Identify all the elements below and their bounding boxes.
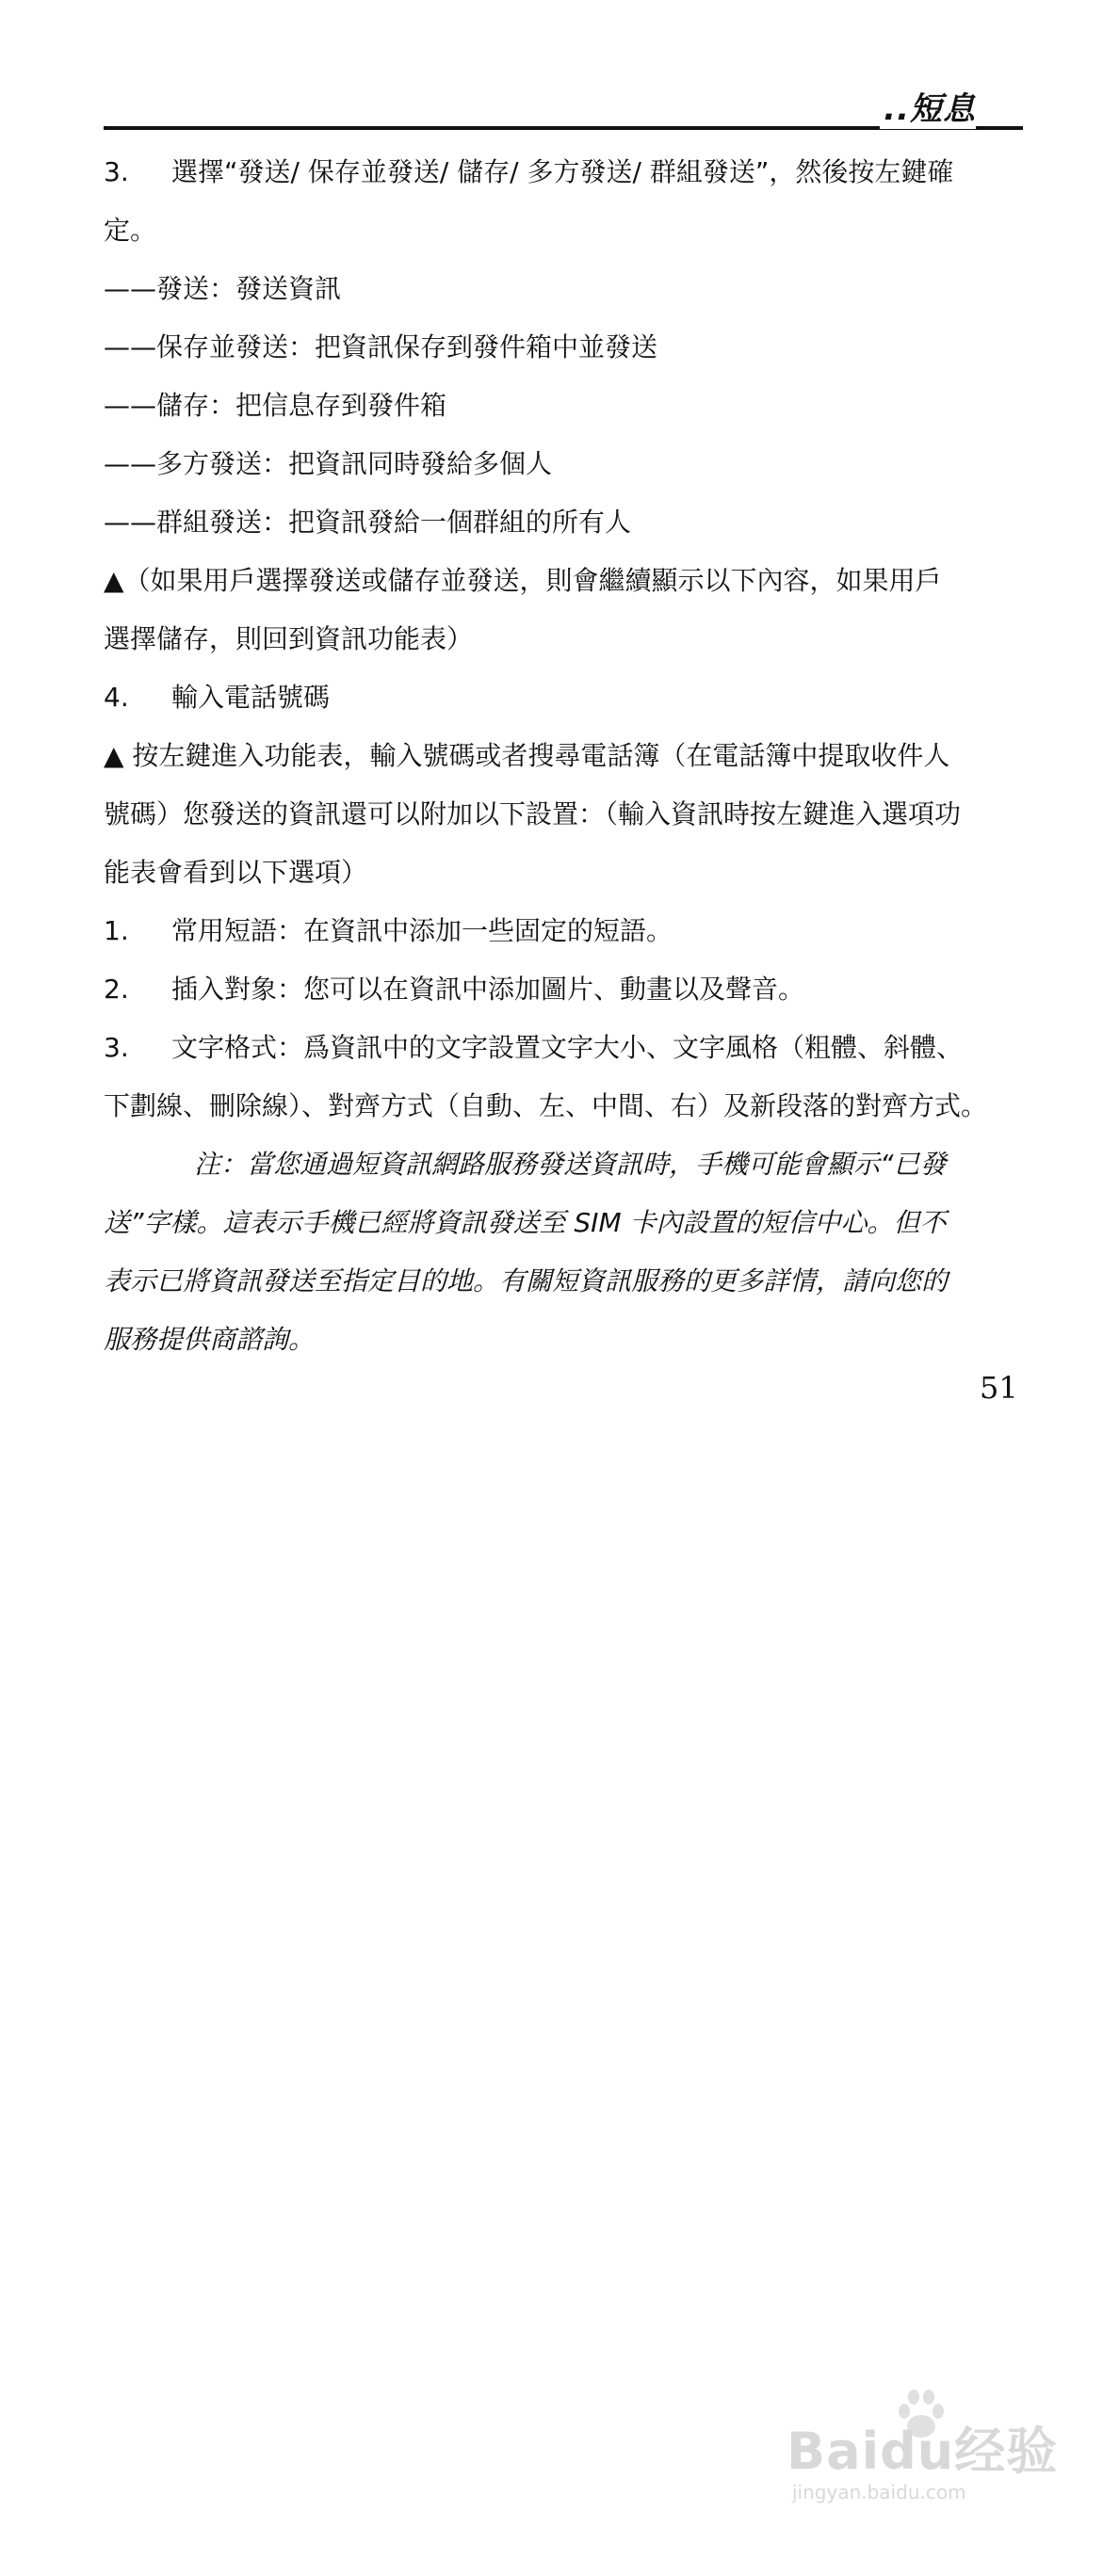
page-number: 51	[980, 1370, 1018, 1406]
line-text: 號碼）您發送的資訊還可以附加以下設置：（輸入資訊時按左鍵進入選項功	[104, 798, 962, 829]
watermark-url: jingyan.baidu.com	[792, 2481, 966, 2504]
line-text: ——多方發送：把資訊同時發給多個人	[104, 448, 553, 479]
watermark-logo: Baidu经验	[787, 2422, 1059, 2481]
line-text: 輸入電話號碼	[171, 682, 331, 713]
text-line	[104, 1019, 1014, 1077]
text-line	[104, 435, 1014, 493]
line-text: 常用短語：在資訊中添加一些固定的短語。	[171, 915, 673, 946]
baidu-watermark	[787, 2387, 1060, 2519]
note-line	[104, 1135, 1014, 1194]
note-text: 注：當您通過短資訊網路服務發送資訊時，手機可能會顯示“已發	[194, 1149, 947, 1180]
item-number: 3.	[104, 156, 129, 187]
line-text: 插入對象：您可以在資訊中添加圖片、動畫以及聲音。	[171, 974, 805, 1005]
page-content	[104, 143, 1014, 1369]
text-line	[104, 260, 1014, 318]
text-line	[104, 785, 1014, 844]
line-text: ▲ 按左鍵進入功能表，輸入號碼或者搜尋電話簿（在電話簿中提取收件人	[104, 740, 950, 771]
item-number: 4.	[104, 682, 129, 713]
line-text: ▲（如果用戶選擇發送或儲存並發送，則會繼續顯示以下內容，如果用戶	[104, 565, 942, 596]
line-text: ——群組發送：把資訊發給一個群組的所有人	[104, 507, 632, 538]
line-text: 下劃線、刪除線）、對齊方式（自動、左、中間、右）及新段落的對齊方式。	[104, 1090, 988, 1121]
text-line	[104, 902, 1014, 960]
header-title: ..短息	[880, 83, 976, 129]
text-line	[104, 960, 1014, 1019]
text-line	[104, 552, 1014, 610]
note-line	[104, 1194, 1014, 1252]
text-line	[104, 727, 1014, 785]
text-line	[104, 143, 1014, 201]
note-text: 服務提供商諮詢。	[104, 1324, 316, 1355]
item-number: 3.	[104, 1032, 129, 1063]
text-line	[104, 201, 1014, 260]
text-line	[104, 1077, 1014, 1135]
item-number: 2.	[104, 974, 129, 1005]
note-line	[104, 1252, 1014, 1311]
page-header	[104, 77, 1023, 137]
line-text: 定。	[104, 215, 157, 246]
line-text: ——發送：發送資訊	[104, 273, 342, 304]
line-text: ——儲存：把信息存到發件箱	[104, 390, 447, 421]
line-text: ——保存並發送：把資訊保存到發件箱中並發送	[104, 331, 658, 362]
line-text: 選擇“發送/ 保存並發送/ 儲存/ 多方發送/ 群組發送”，然後按左鍵確	[171, 156, 954, 187]
note-line	[104, 1311, 1014, 1369]
text-line	[104, 318, 1014, 377]
note-text: 表示已將資訊發送至指定目的地。有關短資訊服務的更多詳情，請向您的	[104, 1265, 949, 1296]
text-line	[104, 668, 1014, 727]
text-line	[104, 377, 1014, 435]
item-number: 1.	[104, 915, 129, 946]
text-line	[104, 844, 1014, 902]
note-text: 送”字樣。這表示手機已經將資訊發送至 SIM 卡內設置的短信中心。但不	[104, 1207, 947, 1238]
text-line	[104, 493, 1014, 552]
line-text: 能表會看到以下選項）	[104, 857, 368, 888]
line-text: 選擇儲存，則回到資訊功能表）	[104, 623, 474, 654]
text-line	[104, 610, 1014, 668]
line-text: 文字格式：爲資訊中的文字設置文字大小、文字風格（粗體、斜體、	[171, 1032, 964, 1063]
